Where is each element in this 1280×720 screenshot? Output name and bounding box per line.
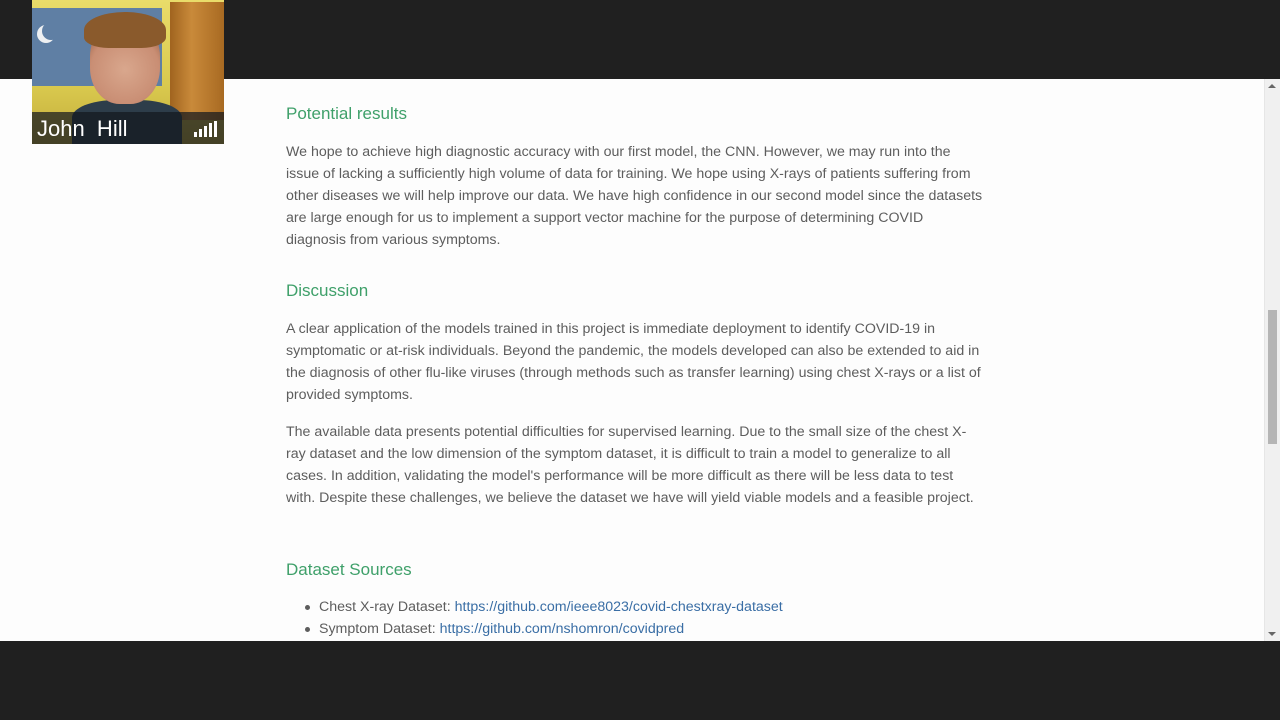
list-item-chest-xray [319, 596, 783, 618]
discussion-paragraph-1: A clear application of the models trained in this project is immediate deployment to identify COVID-19 in symptomatic or at-risk individuals. Beyond the pandemic, the models developed can also be extended to aid in the diagnosis of other flu-like viruses (through methods such as transfer learning) using chest X-rays or a list of provided symptoms. [286, 321, 981, 403]
scrollbar-thumb[interactable] [1268, 310, 1277, 444]
scroll-up-arrow-icon[interactable] [1268, 84, 1276, 88]
source-label: Symptom Dataset: [319, 621, 440, 637]
section-heading-discussion: Discussion [286, 281, 369, 300]
signal-strength-icon [194, 121, 218, 137]
vertical-scrollbar[interactable] [1264, 79, 1280, 641]
chest-xray-dataset-link[interactable]: https://github.com/ieee8023/covid-chestxray-dataset [454, 599, 783, 615]
participant-name: John Hill [37, 116, 128, 141]
participant-name-bar [32, 112, 224, 144]
symptom-dataset-link[interactable]: https://github.com/nshomron/covidpred [439, 621, 685, 637]
section-heading-potential-results: Potential results [286, 104, 407, 123]
list-item-symptom [319, 618, 783, 640]
scroll-down-arrow-icon[interactable] [1268, 632, 1276, 636]
discussion-paragraph-2: The available data presents potential difficulties for supervised learning. Due to the small size of the chest X-ray dataset and the low dimension of the symptom dataset, it is difficult to train a model to generalize to all cases. In addition, validating the model's performance will be more difficult as there will be less data to test with. Despite these challenges, we believe the dataset we have will yield viable models and a feasible project. [286, 424, 974, 506]
potential-results-paragraph: We hope to achieve high diagnostic accuracy with our first model, the CNN. However, we may run into the issue of lacking a sufficiently high volume of data for training. We hope using X-rays of patients suffering from other diseases we will help improve our data. We have high confidence in our second model since the datasets are large enough for us to implement a support vector machine for the purpose of determining COVID diagnosis from various symptoms. [286, 144, 983, 248]
source-label: Chest X-ray Dataset: [319, 599, 455, 615]
web-page-content [0, 79, 1264, 641]
screen-share-bottom-bar [0, 641, 1280, 720]
crescent-moon-icon [42, 22, 60, 40]
section-heading-dataset-sources: Dataset Sources [286, 560, 412, 579]
participant-video-tile[interactable] [32, 0, 224, 144]
dataset-sources-list [286, 596, 783, 640]
participant-hair [84, 12, 166, 48]
wooden-cabinet [170, 2, 224, 120]
